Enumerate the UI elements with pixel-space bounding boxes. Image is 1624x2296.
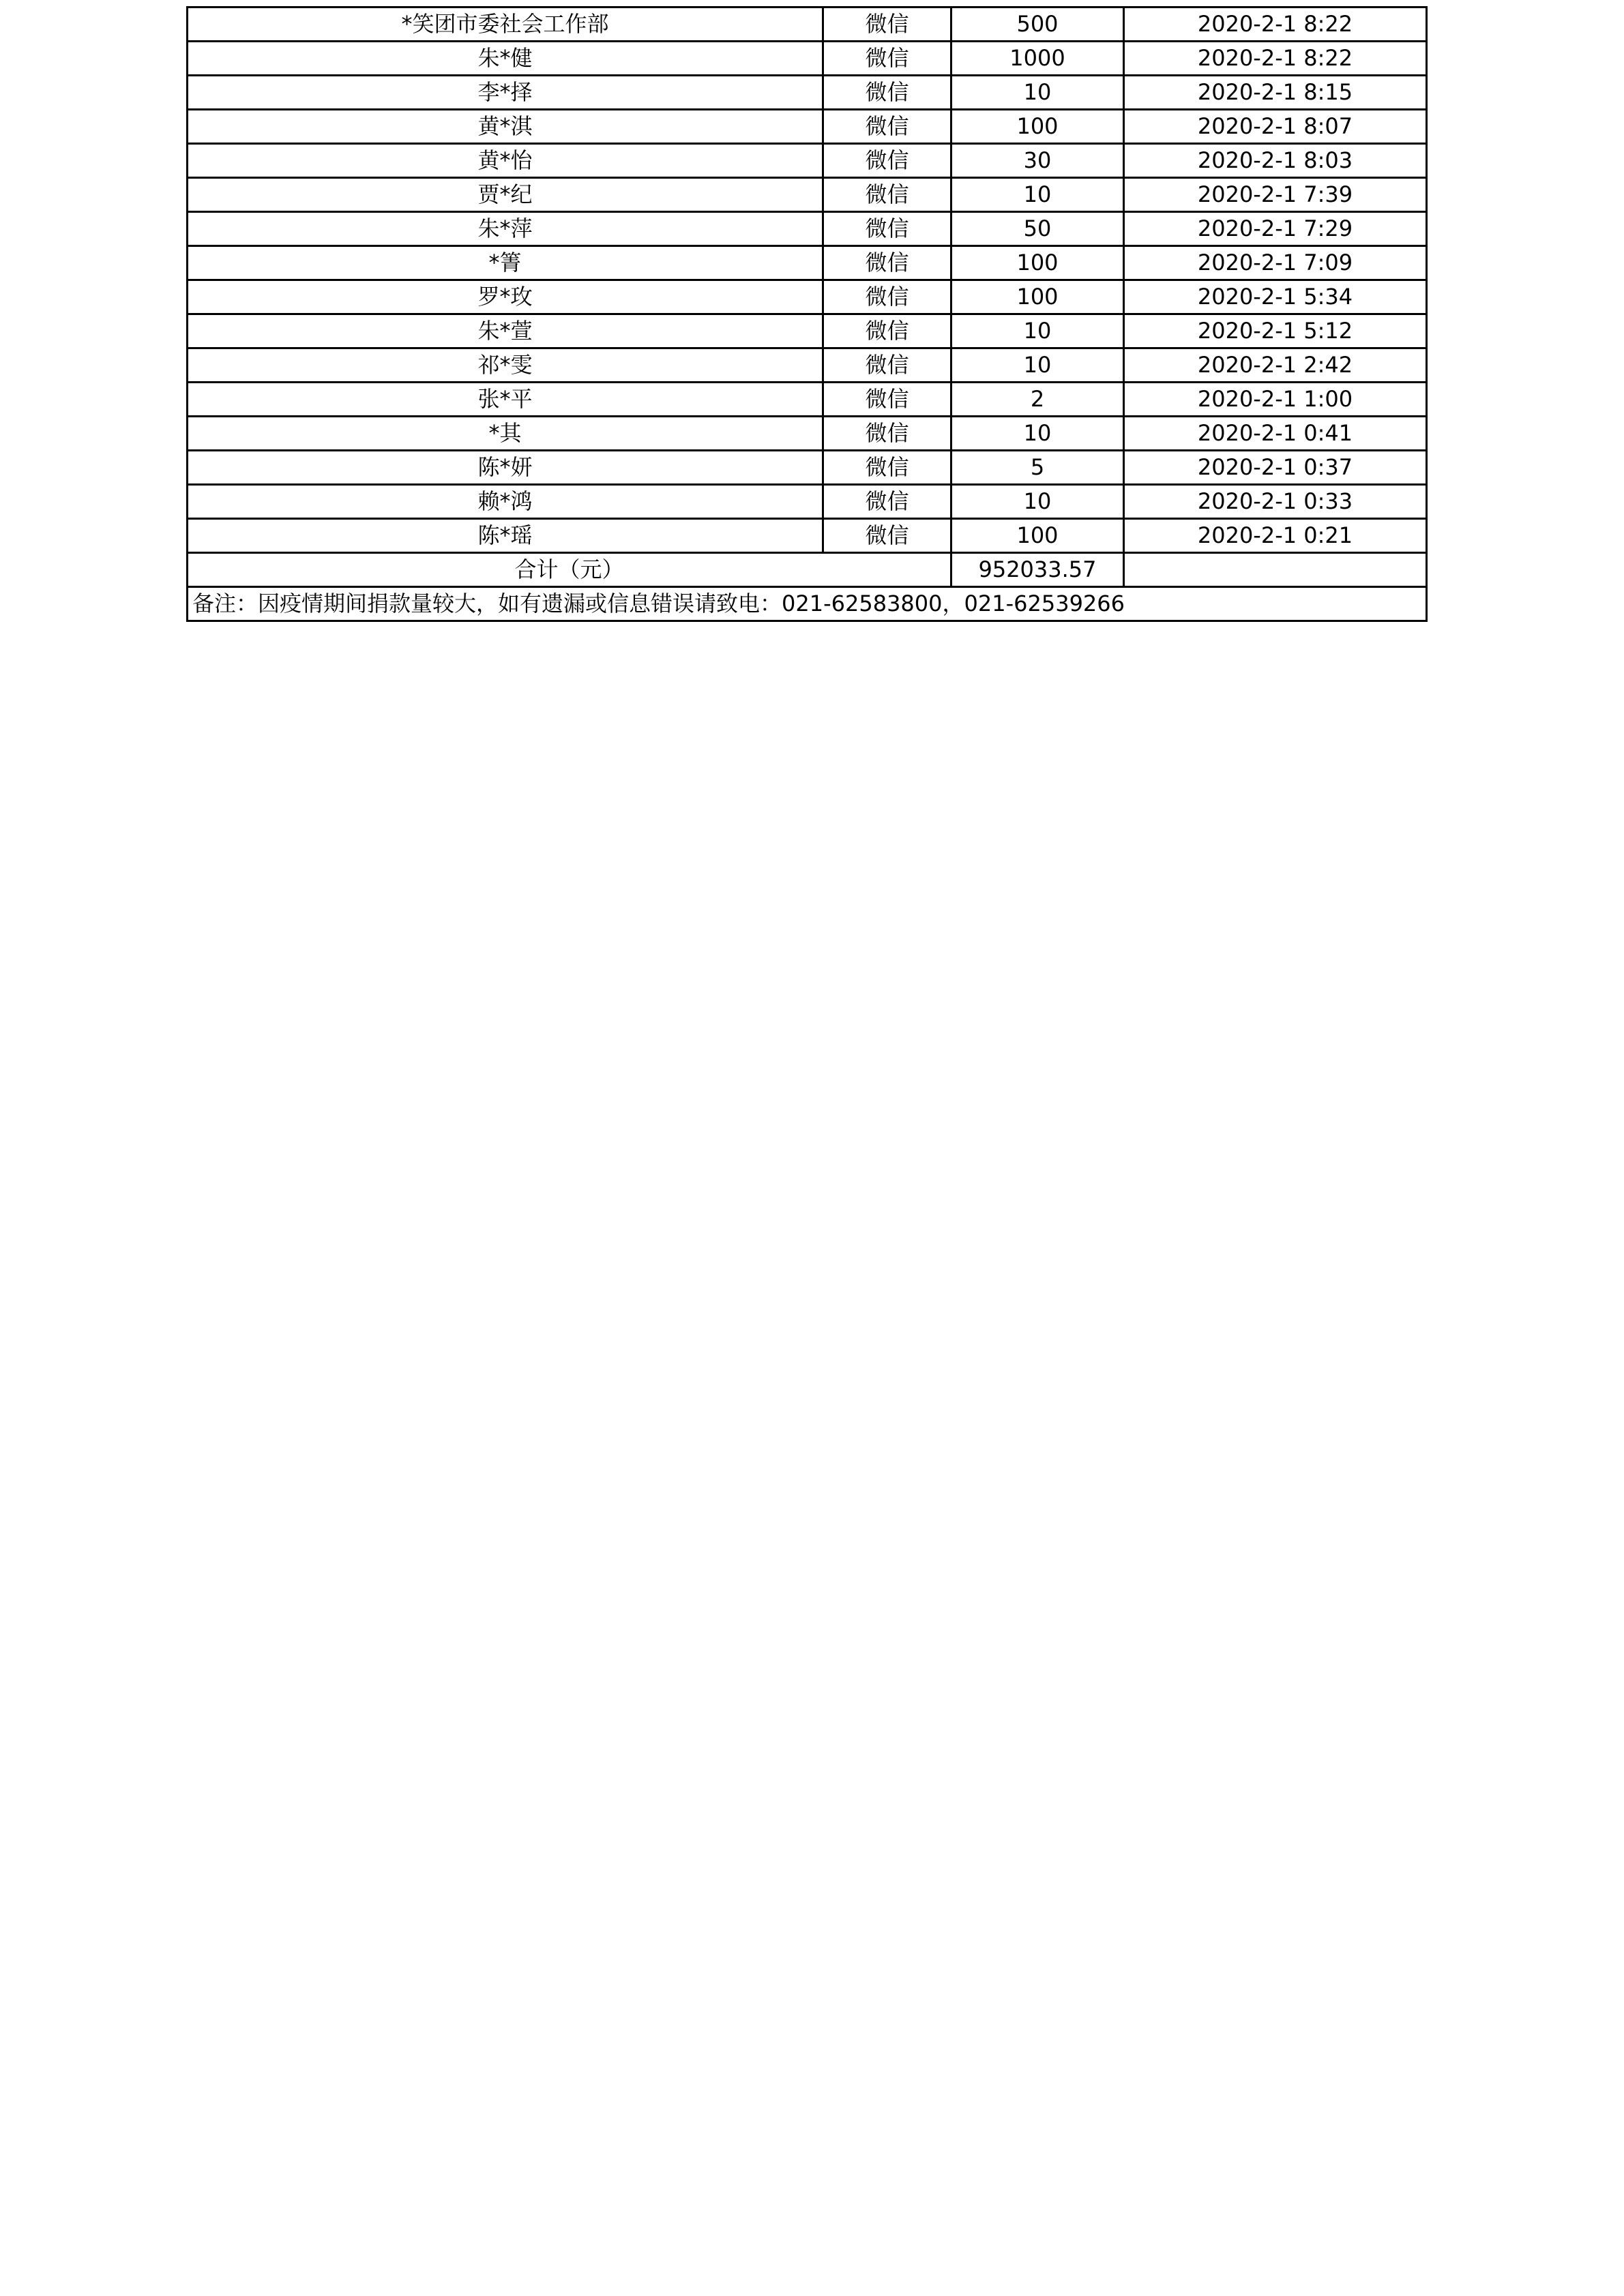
amount-cell: 10 xyxy=(951,76,1124,110)
time-cell: 2020-2-1 5:12 xyxy=(1124,314,1427,348)
donor-name-cell: 陈*瑶 xyxy=(188,519,823,553)
payment-method-cell: 微信 xyxy=(823,280,951,314)
payment-method-cell: 微信 xyxy=(823,8,951,42)
payment-method-cell: 微信 xyxy=(823,348,951,383)
amount-cell: 10 xyxy=(951,348,1124,383)
time-cell: 2020-2-1 7:09 xyxy=(1124,246,1427,280)
table-row xyxy=(188,451,1427,485)
payment-method-cell: 微信 xyxy=(823,485,951,519)
payment-method-cell: 微信 xyxy=(823,246,951,280)
amount-cell: 10 xyxy=(951,485,1124,519)
donor-name-cell: 黄*怡 xyxy=(188,144,823,178)
time-cell: 2020-2-1 7:39 xyxy=(1124,178,1427,212)
time-cell: 2020-2-1 8:15 xyxy=(1124,76,1427,110)
table-row xyxy=(188,314,1427,348)
donation-table-body xyxy=(188,8,1427,621)
total-value-cell: 952033.57 xyxy=(951,553,1124,587)
payment-method-cell: 微信 xyxy=(823,417,951,451)
payment-method-cell: 微信 xyxy=(823,212,951,246)
payment-method-cell: 微信 xyxy=(823,451,951,485)
donor-name-cell: 张*平 xyxy=(188,383,823,417)
table-row xyxy=(188,212,1427,246)
table-row xyxy=(188,348,1427,383)
amount-cell: 500 xyxy=(951,8,1124,42)
amount-cell: 10 xyxy=(951,417,1124,451)
table-row xyxy=(188,246,1427,280)
time-cell: 2020-2-1 0:21 xyxy=(1124,519,1427,553)
time-cell: 2020-2-1 8:22 xyxy=(1124,42,1427,76)
amount-cell: 100 xyxy=(951,280,1124,314)
amount-cell: 1000 xyxy=(951,42,1124,76)
table-row xyxy=(188,144,1427,178)
time-cell: 2020-2-1 7:29 xyxy=(1124,212,1427,246)
table-row xyxy=(188,417,1427,451)
time-cell: 2020-2-1 5:34 xyxy=(1124,280,1427,314)
time-cell: 2020-2-1 0:41 xyxy=(1124,417,1427,451)
donor-name-cell: 祁*雯 xyxy=(188,348,823,383)
payment-method-cell: 微信 xyxy=(823,314,951,348)
note-row xyxy=(188,587,1427,621)
amount-cell: 10 xyxy=(951,314,1124,348)
payment-method-cell: 微信 xyxy=(823,76,951,110)
donor-name-cell: 朱*萍 xyxy=(188,212,823,246)
amount-cell: 50 xyxy=(951,212,1124,246)
donor-name-cell: 朱*萱 xyxy=(188,314,823,348)
donor-name-cell: 朱*健 xyxy=(188,42,823,76)
table-row xyxy=(188,383,1427,417)
table-row xyxy=(188,178,1427,212)
table-row xyxy=(188,42,1427,76)
amount-cell: 30 xyxy=(951,144,1124,178)
amount-cell: 100 xyxy=(951,519,1124,553)
table-row xyxy=(188,485,1427,519)
payment-method-cell: 微信 xyxy=(823,144,951,178)
total-empty-cell xyxy=(1124,553,1427,587)
payment-method-cell: 微信 xyxy=(823,519,951,553)
note-cell: 备注：因疫情期间捐款量较大，如有遗漏或信息错误请致电：021-62583800，021-62539266 xyxy=(188,587,1427,621)
table-row xyxy=(188,8,1427,42)
total-row xyxy=(188,553,1427,587)
time-cell: 2020-2-1 1:00 xyxy=(1124,383,1427,417)
amount-cell: 2 xyxy=(951,383,1124,417)
time-cell: 2020-2-1 8:03 xyxy=(1124,144,1427,178)
time-cell: 2020-2-1 0:33 xyxy=(1124,485,1427,519)
donor-name-cell: *笑团市委社会工作部 xyxy=(188,8,823,42)
donation-table xyxy=(186,6,1428,622)
time-cell: 2020-2-1 8:07 xyxy=(1124,110,1427,144)
amount-cell: 10 xyxy=(951,178,1124,212)
table-row xyxy=(188,76,1427,110)
amount-cell: 5 xyxy=(951,451,1124,485)
table-row xyxy=(188,519,1427,553)
donor-name-cell: 赖*鸿 xyxy=(188,485,823,519)
donor-name-cell: *其 xyxy=(188,417,823,451)
donor-name-cell: *箐 xyxy=(188,246,823,280)
time-cell: 2020-2-1 8:22 xyxy=(1124,8,1427,42)
table-row xyxy=(188,280,1427,314)
payment-method-cell: 微信 xyxy=(823,383,951,417)
donor-name-cell: 贾*纪 xyxy=(188,178,823,212)
time-cell: 2020-2-1 0:37 xyxy=(1124,451,1427,485)
amount-cell: 100 xyxy=(951,246,1124,280)
donor-name-cell: 李*择 xyxy=(188,76,823,110)
time-cell: 2020-2-1 2:42 xyxy=(1124,348,1427,383)
donor-name-cell: 黄*淇 xyxy=(188,110,823,144)
payment-method-cell: 微信 xyxy=(823,178,951,212)
table-row xyxy=(188,110,1427,144)
payment-method-cell: 微信 xyxy=(823,42,951,76)
amount-cell: 100 xyxy=(951,110,1124,144)
total-label-cell: 合计（元） xyxy=(188,553,951,587)
donor-name-cell: 陈*妍 xyxy=(188,451,823,485)
donor-name-cell: 罗*玫 xyxy=(188,280,823,314)
payment-method-cell: 微信 xyxy=(823,110,951,144)
